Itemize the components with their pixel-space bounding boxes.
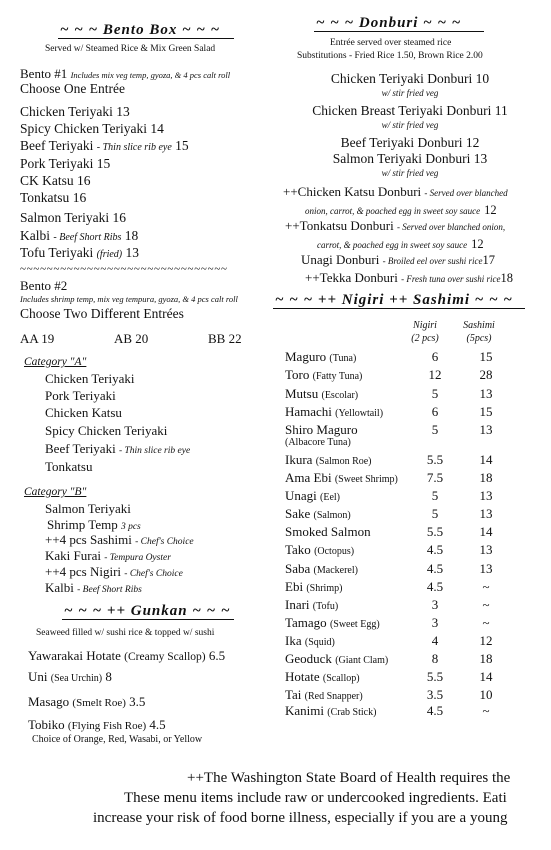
nigiri-price: 4.5 (426, 579, 444, 594)
nigiri-row (285, 561, 551, 579)
donburi-special-item (301, 252, 495, 268)
nigiri-price: 12 (428, 367, 442, 382)
nigiri-row (285, 506, 551, 524)
nigiri-price: 3.5 (426, 687, 444, 702)
sashimi-price: 15 (479, 404, 493, 419)
gunkan-item-sub: (Smelt Roe) (72, 697, 126, 709)
nigiri-item-sub: (Tuna) (329, 353, 357, 364)
gunkan-item-sub: (Creamy Scallop) (124, 651, 206, 663)
bento1-item-name: Beef Teriyaki (20, 138, 94, 153)
category-a-item (45, 441, 190, 457)
category-b-item-name: Salmon Teriyaki (45, 501, 131, 516)
nigiri-name (285, 470, 398, 486)
category-b-item (45, 532, 194, 548)
category-a-item-name: Beef Teriyaki (45, 441, 116, 456)
nigiri-title: ~ ~ ~ ++ Nigiri ++ Sashimi ~ ~ ~ (275, 292, 513, 308)
sashimi-price: 18 (479, 651, 493, 666)
bento1-heading (20, 66, 230, 82)
nigiri-price: 5 (431, 386, 439, 401)
nigiri-item-sub: (Sweet Egg) (329, 619, 380, 630)
gunkan-item-sub: (Sea Urchin) (50, 673, 103, 684)
nigiri-item-sub: (Scallop) (322, 673, 360, 684)
bento1-item-name: Chicken Teriyaki (20, 104, 113, 119)
nigiri-price: 6 (431, 349, 439, 364)
category-b-item (45, 564, 183, 580)
nigiri-item-name: Tai (285, 687, 302, 702)
combo-ab: AB 20 (114, 331, 149, 346)
nigiri-price: 5 (431, 506, 439, 521)
category-a-item (45, 423, 167, 439)
nigiri-item-name: Sake (285, 506, 311, 521)
col-sashimi-label: Sashimi (463, 320, 495, 331)
donburi-item-note: w/ stir fried veg (381, 168, 439, 178)
bento1-item-price: 16 (112, 210, 127, 225)
donburi-special-desc2: onion, carrot, & poached egg in sweet soy sauce (305, 206, 481, 216)
category-a-item-name: Tonkatsu (45, 459, 93, 474)
nigiri-row (285, 524, 551, 542)
nigiri-item-sub: (Yellowtail) (335, 408, 384, 419)
bento2-choose: Choose Two Different Entrées (20, 306, 184, 321)
nigiri-name (285, 651, 388, 667)
nigiri-price: 5.5 (426, 452, 444, 467)
sashimi-price: 10 (479, 687, 493, 702)
disclaimer-line-1: ++The Washington State Board of Health requires the (187, 770, 511, 786)
sashimi-price: 13 (479, 506, 493, 521)
nigiri-item-name: Tako (285, 542, 311, 557)
bento2-desc: Includes shrimp temp, mix veg tempura, gyoza, & 4 pcs calt roll (20, 294, 238, 304)
nigiri-item-name: Shiro Maguro (285, 422, 358, 437)
category-b-item-note: - Chef's Choice (135, 537, 194, 547)
nigiri-name (285, 488, 340, 504)
category-b-item-name: Kalbi (45, 580, 74, 595)
nigiri-item-name: Inari (285, 597, 310, 612)
nigiri-item-name: Unagi (285, 488, 317, 503)
nigiri-price: 5.5 (426, 669, 444, 684)
gunkan-item-price: 3.5 (129, 694, 146, 709)
donburi-special-name: ++Tekka Donburi (305, 270, 398, 285)
category-b-item-name: ++4 pcs Nigiri (45, 564, 122, 579)
nigiri-item-sub: (Salmon) (313, 510, 351, 521)
nigiri-item-name: Hotate (285, 669, 320, 684)
bento1-label: Bento #1 (20, 66, 68, 81)
sashimi-price: 13 (479, 488, 493, 503)
nigiri-row (285, 542, 551, 560)
nigiri-row (285, 633, 551, 651)
donburi-special-line2 (305, 201, 497, 219)
gunkan-item-name: Uni (28, 669, 48, 684)
donburi-item-note: w/ stir fried veg (381, 120, 439, 130)
gunkan-item (28, 669, 112, 685)
category-b-item (45, 580, 142, 596)
nigiri-item-name: Toro (285, 367, 310, 382)
category-b-item (47, 517, 141, 533)
bento1-item (20, 104, 130, 120)
bento1-item-price: 15 (96, 156, 111, 171)
donburi-title: ~ ~ ~ Donburi ~ ~ ~ (316, 15, 462, 31)
nigiri-item-sub: (Sweet Shrimp) (334, 474, 398, 485)
nigiri-price: 4 (431, 633, 439, 648)
nigiri-row (285, 488, 551, 506)
nigiri-item-name: Hamachi (285, 404, 332, 419)
nigiri-item-sub: (Giant Clam) (335, 655, 389, 666)
nigiri-row (285, 452, 551, 470)
gunkan-title-underline (62, 619, 234, 620)
bento1-item-price: 13 (125, 245, 140, 260)
nigiri-item-sub: (Crab Stick) (327, 707, 377, 718)
bento1-item (20, 121, 164, 137)
bento1-item-price: 15 (175, 138, 189, 153)
nigiri-name (285, 633, 335, 649)
category-a-item-name: Pork Teriyaki (45, 388, 116, 403)
nigiri-name (285, 542, 354, 558)
bento-divider: ~ ~ ~ ~ ~ ~ ~ ~ ~ ~ ~ ~ ~ ~ ~ ~ ~ ~ ~ ~ ~ ~ ~ ~ ~ ~ ~ ~ ~ ~ ~ (20, 263, 226, 275)
donburi-special-price: 12 (471, 237, 484, 251)
col-nigiri-label: Nigiri (413, 320, 437, 331)
donburi-item: Beef Teriyaki Donburi 12 (340, 135, 480, 150)
bento1-desc: Includes mix veg temp, gyoza, & 4 pcs calt roll (70, 70, 231, 80)
nigiri-row (285, 579, 551, 597)
sashimi-price: 18 (479, 470, 493, 485)
gunkan-item-price: 4.5 (149, 717, 166, 732)
category-b-item-note: - Tempura Oyster (104, 553, 171, 563)
bento1-item (20, 173, 91, 189)
nigiri-item-sub: (Squid) (304, 637, 335, 648)
nigiri-name (285, 367, 362, 383)
nigiri-name (285, 404, 383, 420)
sashimi-price: ~ (482, 615, 490, 630)
donburi-special-desc: - Fresh tuna over sushi rice (401, 274, 501, 284)
category-b-item (45, 501, 131, 517)
nigiri-price: 5 (431, 422, 439, 437)
sashimi-price: 13 (479, 422, 493, 437)
donburi-item: Chicken Teriyaki Donburi 10 (330, 71, 490, 86)
category-b-item (45, 548, 171, 564)
sashimi-price: 15 (479, 349, 493, 364)
category-b-item-name: Kaki Furai (45, 548, 101, 563)
category-a-item-name: Chicken Teriyaki (45, 371, 135, 386)
nigiri-name (285, 561, 358, 577)
bento2-label: Bento #2 (20, 278, 68, 293)
donburi-served: Entrée served over steamed rice (330, 38, 452, 48)
nigiri-price: 4.5 (426, 561, 444, 576)
col-sashimi-sub: (5pcs) (466, 333, 492, 344)
nigiri-name (285, 579, 342, 595)
donburi-special-price: 18 (500, 271, 513, 285)
nigiri-item-sub: (Octopus) (314, 546, 355, 557)
nigiri-price: 7.5 (426, 470, 444, 485)
disclaimer-line-2: These menu items include raw or undercooked ingredients. Eati (124, 790, 507, 806)
nigiri-row (285, 651, 551, 669)
nigiri-row (285, 597, 551, 615)
donburi-special-desc2: carrot, & poached egg in sweet soy sauce (317, 240, 468, 250)
nigiri-row (285, 349, 551, 367)
category-a-item (45, 388, 116, 404)
bento1-item-name: Kalbi (20, 228, 50, 243)
gunkan-item-name: Masago (28, 694, 70, 709)
bento1-item (20, 190, 86, 206)
nigiri-item-name: Ikura (285, 452, 313, 467)
tobiko-note: Choice of Orange, Red, Wasabi, or Yellow (32, 734, 203, 745)
donburi-special-item (285, 218, 505, 234)
gunkan-item-price: 6.5 (208, 648, 226, 663)
category-a-heading: Category "A" (24, 356, 87, 368)
gunkan-item (28, 717, 166, 733)
combo-bb: BB 22 (208, 331, 242, 346)
sashimi-price: 13 (479, 386, 493, 401)
bento1-item-name: Spicy Chicken Teriyaki (20, 121, 148, 136)
gunkan-served: Seaweed filled w/ sushi rice & topped w/ sushi (36, 628, 215, 638)
sashimi-price: 14 (479, 669, 493, 684)
donburi-special-desc: - Served over blanched (424, 188, 508, 198)
bento1-item-name: Tofu Teriyaki (20, 245, 94, 260)
nigiri-row (285, 367, 551, 385)
donburi-special-desc: - Broiled eel over sushi rice (382, 256, 483, 266)
category-b-item-name: ++4 pcs Sashimi (45, 532, 132, 547)
category-a-item-name: Chicken Katsu (45, 405, 122, 420)
nigiri-name (285, 386, 358, 402)
nigiri-row (285, 669, 551, 687)
donburi-special-item (305, 270, 513, 286)
gunkan-item-sub: (Flying Fish Roe) (67, 720, 147, 732)
nigiri-item-name: Tamago (285, 615, 327, 630)
nigiri-item-name: Ika (285, 633, 302, 648)
bento1-item-price: 14 (150, 121, 164, 136)
sashimi-price: ~ (482, 597, 490, 612)
bento1-item (20, 210, 126, 226)
nigiri-item-name: Saba (285, 561, 311, 576)
nigiri-item-sub: (Salmon Roe) (315, 456, 372, 467)
nigiri-name (285, 422, 358, 438)
combo-aa: AA 19 (20, 331, 55, 346)
bento-title-underline (58, 38, 234, 39)
nigiri-item-name: Smoked Salmon (285, 524, 371, 539)
bento1-item-price: 13 (116, 104, 130, 119)
nigiri-item-sub: (Fatty Tuna) (312, 371, 363, 382)
disclaimer-line-3: increase your risk of food borne illness, especially if you are a young (93, 810, 508, 826)
nigiri-item-name: Geoduck (285, 651, 332, 666)
nigiri-item-sub: (Eel) (320, 492, 341, 503)
bento1-item (20, 138, 189, 154)
sashimi-price: ~ (482, 703, 490, 718)
category-a-item (45, 371, 134, 387)
bento1-item-name: CK Katsu (20, 173, 74, 188)
nigiri-price: 4.5 (426, 703, 444, 718)
nigiri-item-sub: (Tofu) (312, 601, 339, 612)
sashimi-price: 14 (479, 524, 493, 539)
nigiri-row (285, 470, 551, 488)
sashimi-price: 14 (479, 452, 493, 467)
nigiri-item-name: Ama Ebi (285, 470, 332, 485)
bento-title: ~ ~ ~ Bento Box ~ ~ ~ (60, 22, 221, 38)
gunkan-item-name: Yawarakai Hotate (28, 648, 121, 663)
nigiri-title-underline (273, 308, 525, 309)
donburi-special-price: 12 (484, 203, 497, 217)
sashimi-price: 13 (479, 542, 493, 557)
bento1-choose: Choose One Entrée (20, 81, 125, 96)
nigiri-item-sub: (Escolar) (321, 390, 359, 401)
bento1-item-price: 16 (77, 173, 91, 188)
bento1-item-price: 18 (124, 228, 139, 243)
donburi-title-underline (314, 31, 484, 32)
nigiri-name (285, 669, 360, 685)
nigiri-price: 5 (431, 488, 439, 503)
donburi-special-line2 (317, 235, 484, 253)
nigiri-name (285, 524, 371, 540)
gunkan-item (28, 648, 225, 664)
bento1-item (20, 228, 138, 244)
bento1-item (20, 245, 139, 261)
nigiri-item-sub: (Albacore Tuna) (285, 437, 351, 448)
bento-served: Served w/ Steamed Rice & Mix Green Salad (45, 44, 216, 54)
category-a-item-note: - Thin slice rib eye (118, 446, 191, 456)
nigiri-price: 6 (431, 404, 439, 419)
bento1-item-note: - Beef Short Ribs (53, 232, 122, 243)
donburi-special-item (283, 184, 508, 200)
category-a-item (45, 459, 92, 475)
donburi-special-desc: - Served over blanched onion, (396, 222, 506, 232)
nigiri-price: 3 (431, 597, 439, 612)
category-a-item (45, 405, 122, 421)
nigiri-price: 5.5 (426, 524, 444, 539)
donburi-special-name: ++Tonkatsu Donburi (285, 218, 394, 233)
nigiri-name (285, 615, 380, 631)
nigiri-item-sub: (Mackerel) (313, 565, 358, 576)
nigiri-item-sub: (Red Snapper) (304, 691, 363, 702)
nigiri-item-name: Ebi (285, 579, 304, 594)
category-b-item-note: - Chef's Choice (124, 569, 183, 579)
nigiri-price: 3 (431, 615, 439, 630)
category-b-heading: Category "B" (24, 486, 87, 498)
donburi-item-note: w/ stir fried veg (381, 88, 439, 98)
category-b-item-note: 3 pcs (120, 522, 141, 532)
nigiri-item-name: Mutsu (285, 386, 319, 401)
col-nigiri-sub: (2 pcs) (411, 333, 439, 344)
nigiri-name (285, 597, 338, 613)
bento1-item-note: - Thin slice rib eye (96, 142, 172, 153)
donburi-special-name: Unagi Donburi (301, 252, 380, 267)
gunkan-item-name: Tobiko (28, 717, 65, 732)
bento1-item-price: 16 (72, 190, 87, 205)
donburi-special-price: 17 (482, 253, 495, 267)
nigiri-row (285, 615, 551, 633)
nigiri-name (285, 349, 356, 365)
nigiri-row (285, 703, 551, 721)
nigiri-name (285, 687, 363, 703)
gunkan-item (28, 694, 145, 710)
sashimi-price: 28 (479, 367, 493, 382)
donburi-item: Chicken Breast Teriyaki Donburi 11 (312, 103, 508, 118)
donburi-substitutions: Substitutions - Fried Rice 1.50, Brown Rice 2.00 (297, 51, 483, 61)
sashimi-price: 12 (479, 633, 493, 648)
nigiri-name (285, 703, 376, 719)
sashimi-price: ~ (482, 579, 490, 594)
nigiri-row (285, 386, 551, 404)
gunkan-item-price: 8 (105, 669, 112, 684)
bento1-item-name: Salmon Teriyaki (20, 210, 110, 225)
bento1-item-name: Tonkatsu (20, 190, 70, 205)
bento1-item (20, 156, 110, 172)
category-b-item-note: - Beef Short Ribs (77, 585, 142, 595)
nigiri-price: 4.5 (426, 542, 444, 557)
donburi-special-name: ++Chicken Katsu Donburi (283, 184, 422, 199)
gunkan-title: ~ ~ ~ ++ Gunkan ~ ~ ~ (64, 603, 231, 619)
sashimi-price: 13 (479, 561, 493, 576)
nigiri-item-name: Kanimi (285, 703, 324, 718)
nigiri-name (285, 506, 351, 522)
category-a-item-name: Spicy Chicken Teriyaki (45, 423, 168, 438)
nigiri-item-sub: (Shrimp) (306, 583, 343, 594)
nigiri-item-name: Maguro (285, 349, 327, 364)
nigiri-name (285, 452, 372, 468)
bento1-item-name: Pork Teriyaki (20, 156, 94, 171)
bento1-item-note: (fried) (96, 249, 123, 260)
nigiri-row (285, 404, 551, 422)
donburi-item: Salmon Teriyaki Donburi 13 (332, 151, 488, 166)
category-b-item-name: Shrimp Temp (47, 517, 118, 532)
nigiri-price: 8 (431, 651, 439, 666)
